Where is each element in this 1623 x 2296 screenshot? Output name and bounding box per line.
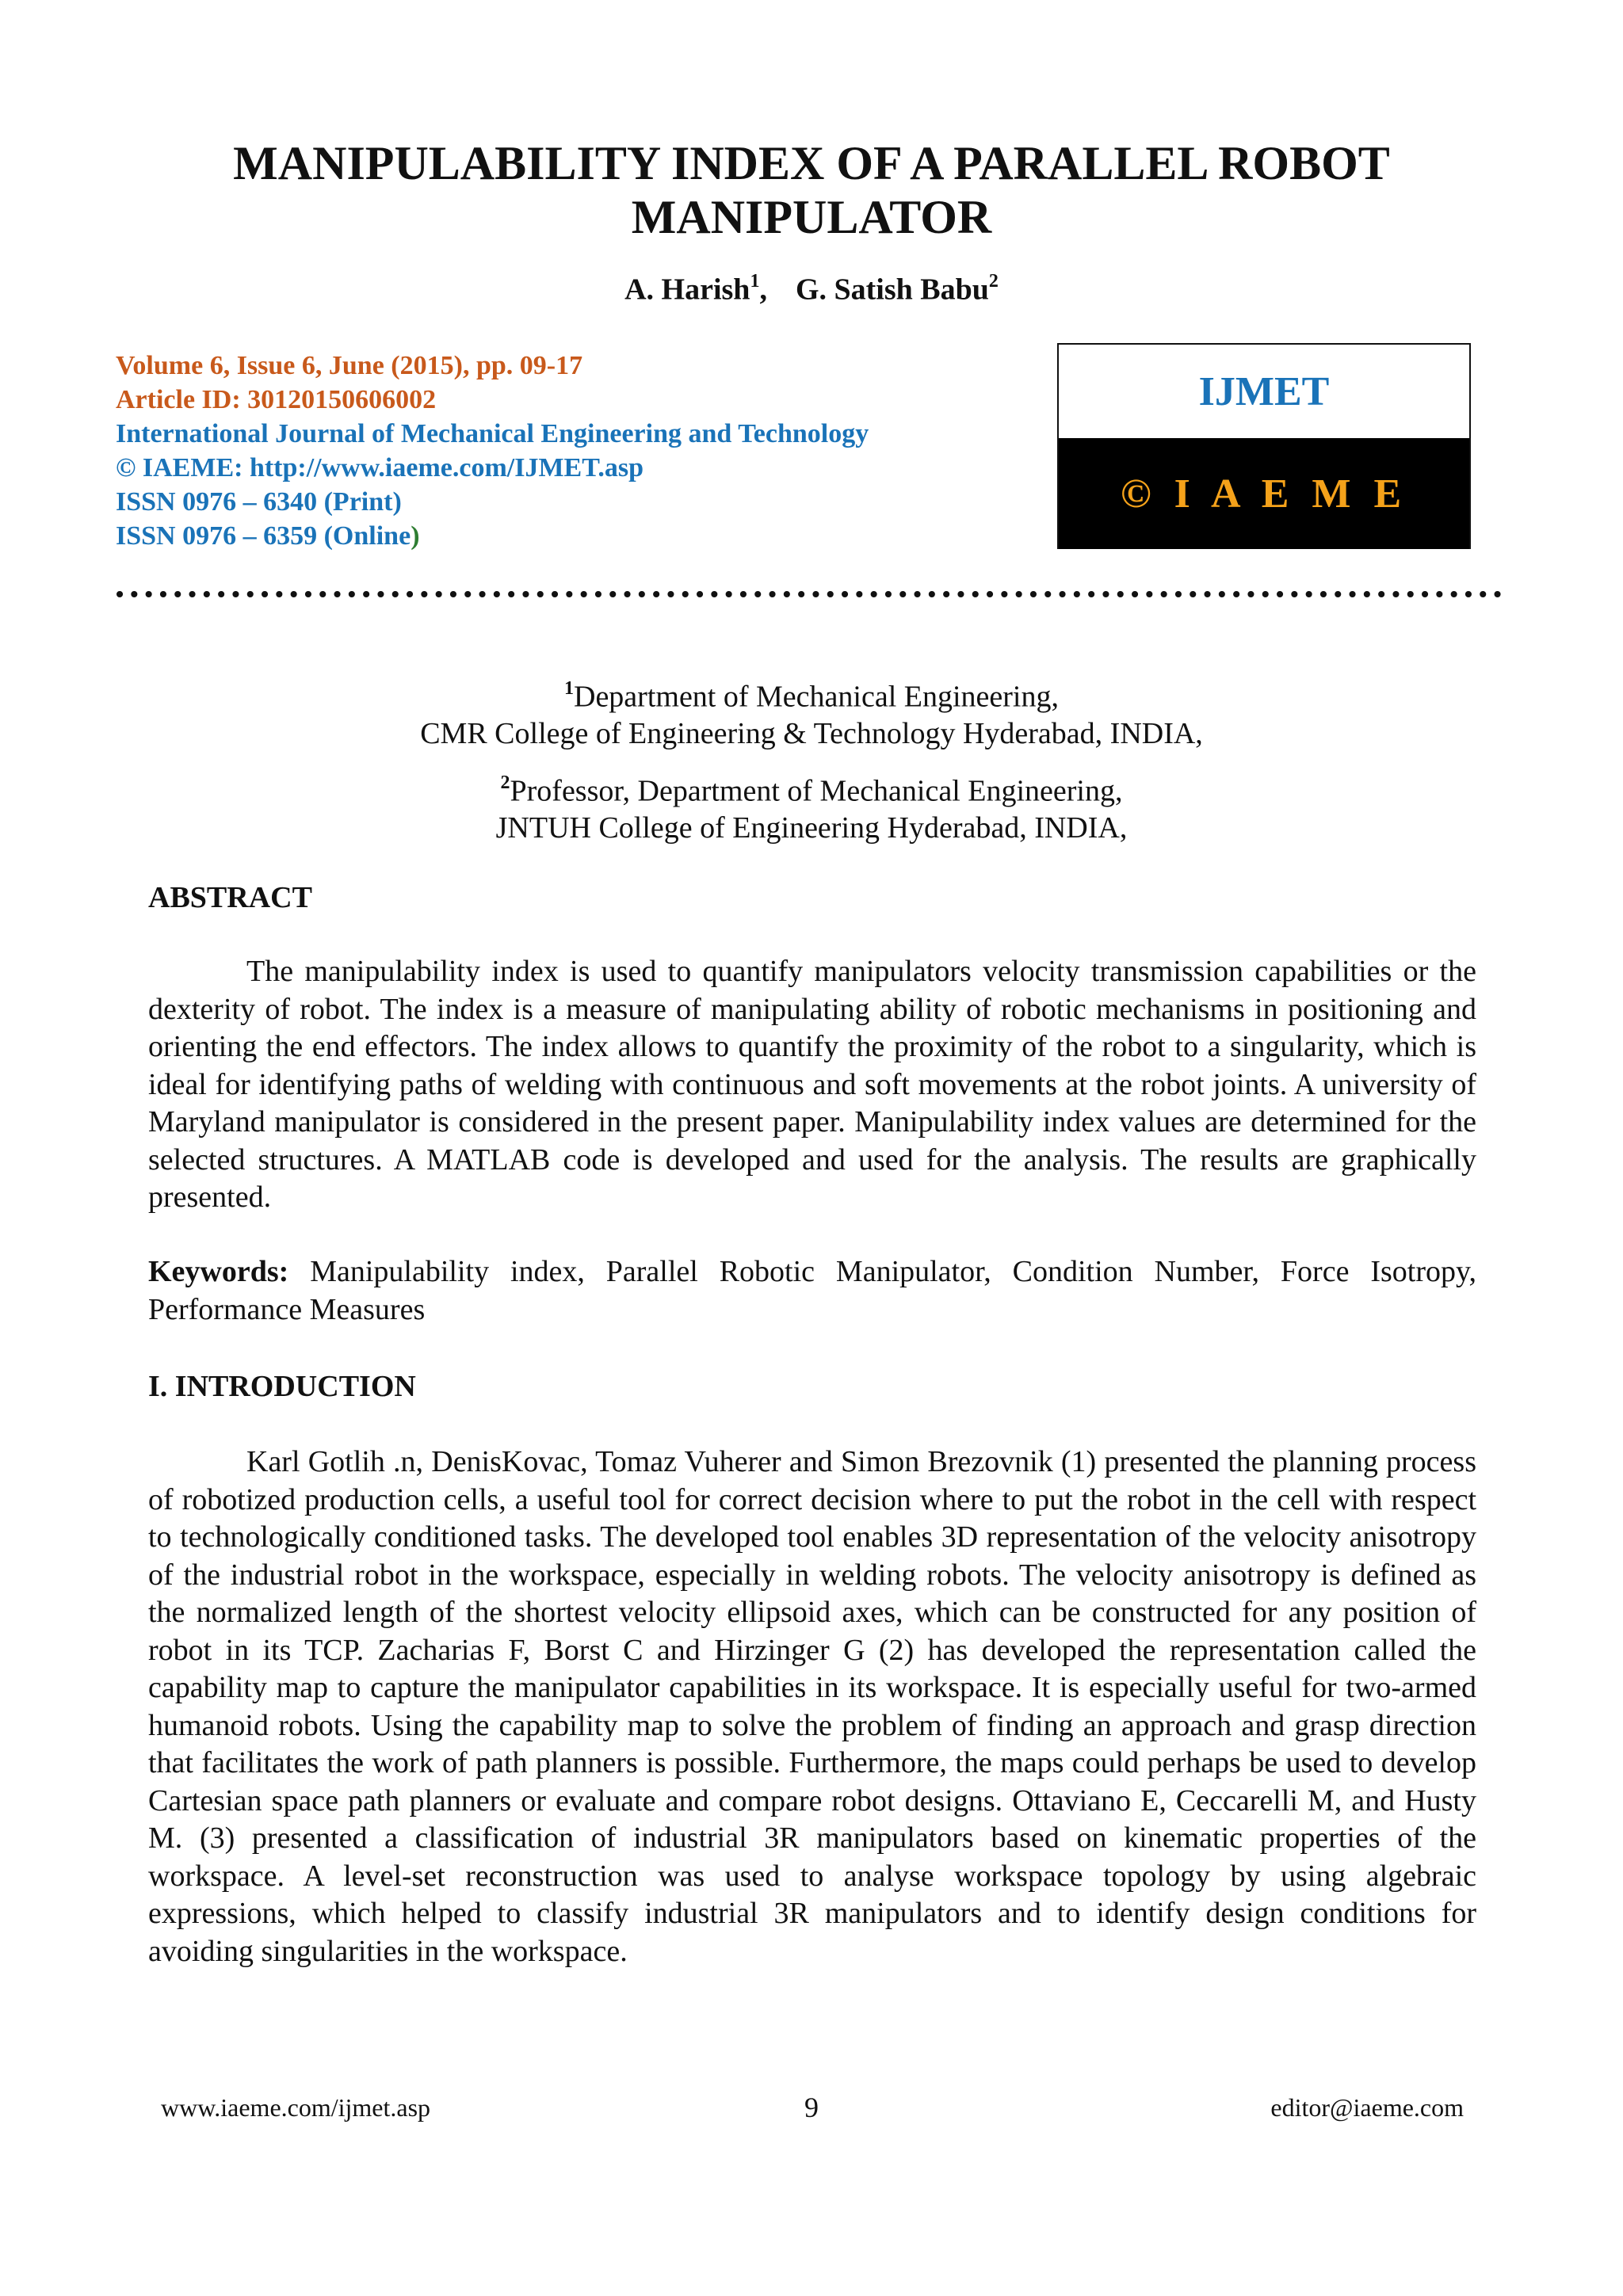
copyright-link[interactable]: © IAEME: http://www.iaeme.com/IJMET.asp <box>116 453 644 482</box>
page-number: 9 <box>804 2092 819 2123</box>
keywords <box>148 1253 1476 1329</box>
author-name: G. Satish Babu <box>795 273 989 307</box>
introduction-heading: I. INTRODUCTION <box>148 1370 416 1403</box>
issn-online <box>116 519 869 553</box>
footer-email-link[interactable]: editor@iaeme.com <box>1270 2093 1464 2122</box>
author-name: A. Harish <box>624 273 750 307</box>
issn-online-text: ISSN 0976 – 6359 (Online <box>116 521 411 551</box>
abstract-heading: ABSTRACT <box>148 881 312 914</box>
logo-publisher: © I A E M E <box>1059 438 1469 549</box>
affiliation-2 <box>0 766 1623 846</box>
journal-logo <box>1057 343 1471 549</box>
article-id: Article ID: 30120150606002 <box>116 385 437 414</box>
footer-website-link[interactable]: www.iaeme.com/ijmet.asp <box>161 2093 431 2122</box>
issn-online-close: ) <box>411 521 420 551</box>
affiliation-mark: 1 <box>564 678 574 699</box>
journal-name: International Journal of Mechanical Engineering and Technology <box>116 419 869 448</box>
author-affiliation-mark: 1 <box>750 271 760 292</box>
author-line <box>0 265 1623 308</box>
abstract-text: The manipulability index is used to quantify manipulators velocity transmission capabilities or the dexterity of robot. The index is a measure of manipulating ability of robotic mechanisms in positioning and orienting the end effectors. The index allows to quantify the proximity of the robot to a singularity, which is ideal for identifying paths of welding with continuous and soft movements at the robot joints. A university of Maryland manipulator is considered in the present paper. Manipulability index values are determined for the selected structures. A MATLAB code is developed and used for the analysis. The results are graphically presented. <box>148 955 1476 1214</box>
keywords-label: Keywords: <box>148 1255 289 1288</box>
dotted-separator <box>116 589 1504 599</box>
volume-info: Volume 6, Issue 6, June (2015), pp. 09-17 <box>116 351 583 380</box>
introduction-text: Karl Gotlih .n, DenisKovac, Tomaz Vuherer and Simon Brezovnik (1) presented the planning process of robotized production cells, a useful tool for correct decision where to put the robot in the cell with respect to technologically conditioned tasks. The developed tool enables 3D representation of the velocity anisotropy of the industrial robot in the workspace, especially in welding robots. The velocity anisotropy is defined as the normalized length of the shortest velocity ellipsoid axes, which can be constructed for any position of robot in its TCP. Zacharias F, Borst C and Hirzinger G (2) has developed the representation called the capability map to capture the manipulator capabilities in its workspace. It is especially useful for two-armed humanoid robots. Using the capability map to solve the problem of finding an approach and grasp direction that facilitates the work of path planners is possible. Furthermore, the maps could perhaps be used to develop Cartesian space path planners or evaluate and compare robot designs. Ottaviano E, Ceccarelli M, and Husty M. (3) presented a classification of industrial 3R manipulators based on kinematic properties of the workspace. A level-set reconstruction was used to analyse workspace topology by using algebraic expressions, which helped to classify industrial 3R manipulators and to identify design conditions for avoiding singularities in the workspace. <box>148 1445 1476 1968</box>
affiliation-line: JNTUH College of Engineering Hyderabad, INDIA, <box>495 810 1128 845</box>
affiliation-mark: 2 <box>500 772 510 793</box>
paper-title: MANIPULABILITY INDEX OF A PARALLEL ROBOT MANIPULATOR <box>233 137 1390 243</box>
issn-print: ISSN 0976 – 6340 (Print) <box>116 487 402 517</box>
introduction-body <box>148 1444 1476 1970</box>
author-separator: , <box>759 273 767 307</box>
affiliation-line: Professor, Department of Mechanical Engineering, <box>510 774 1123 808</box>
abstract-body <box>148 953 1476 1217</box>
affiliation-line: Department of Mechanical Engineering, <box>574 680 1059 714</box>
keywords-text: Manipulability index, Parallel Robotic Manipulator, Condition Number, Force Isotropy, Performance Measures <box>148 1255 1477 1326</box>
journal-metadata <box>116 349 869 553</box>
author-affiliation-mark: 2 <box>988 271 999 292</box>
logo-journal-abbrev: IJMET <box>1198 368 1330 414</box>
affiliation-1 <box>0 672 1623 752</box>
affiliation-line: CMR College of Engineering & Technology Hyderabad, INDIA, <box>420 716 1203 750</box>
